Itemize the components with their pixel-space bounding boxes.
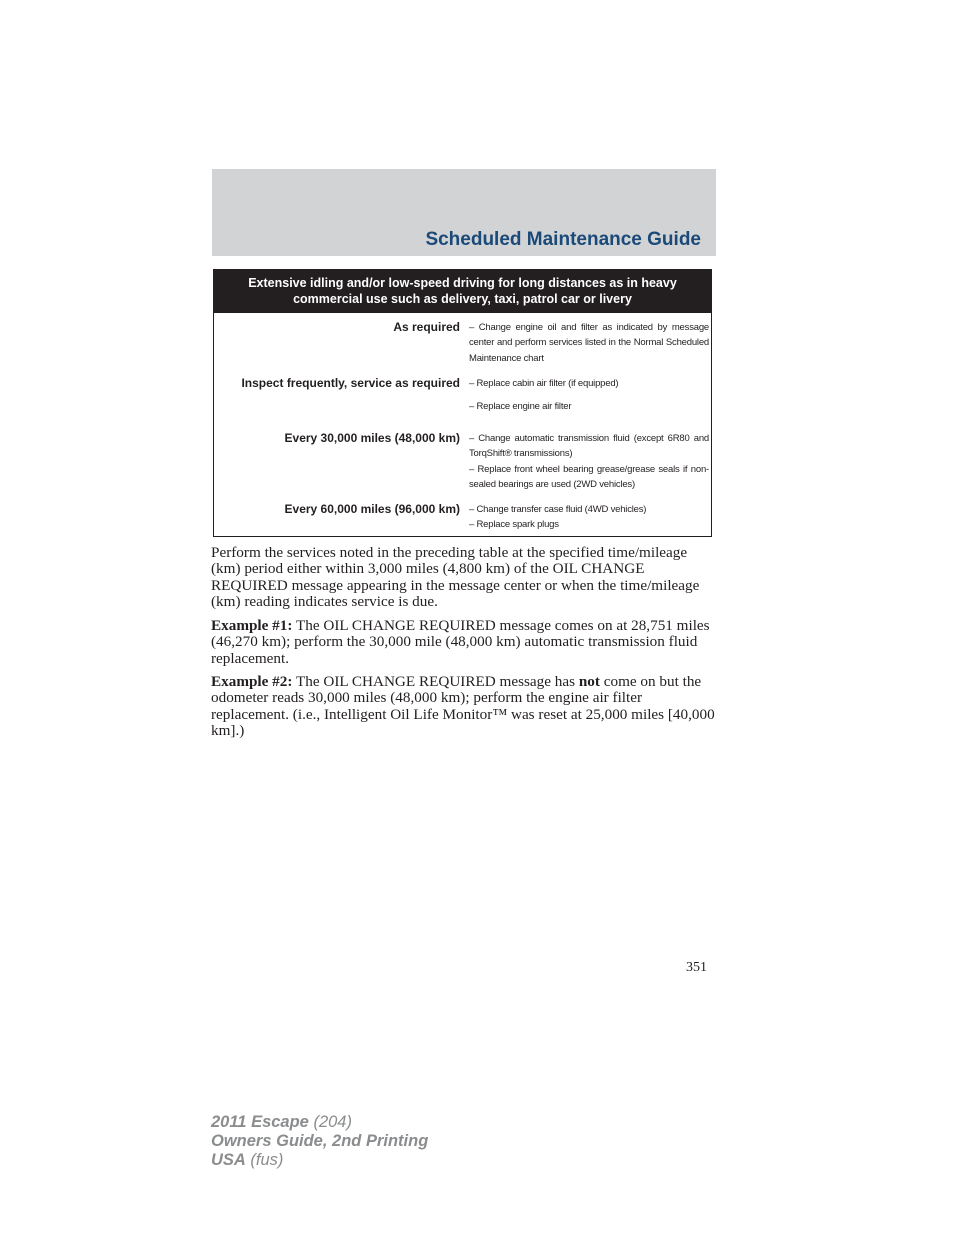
interval-label: Inspect frequently, service as required bbox=[241, 376, 460, 390]
footer-market-line bbox=[211, 1151, 428, 1170]
footer-guide: Owners Guide, 2nd Printing bbox=[211, 1132, 429, 1150]
emphasis-text: not bbox=[578, 673, 600, 690]
example-text: The OIL CHANGE REQUIRED message comes on at 28,751 miles (46,270 km); perform the 30,000 mile (48,000 km) automatic transmission fluid replacement. bbox=[211, 617, 710, 667]
example-text: The OIL CHANGE REQUIRED message has bbox=[292, 673, 579, 690]
example-paragraph bbox=[211, 618, 717, 667]
table-heading: Extensive idling and/or low-speed driving for long distances as in heavy commercial use such as delivery, taxi, patrol car or livery bbox=[214, 270, 711, 313]
interval-label: As required bbox=[393, 320, 460, 334]
section-title: Scheduled Maintenance Guide bbox=[425, 229, 701, 250]
task-item: – Replace front wheel bearing grease/grease seals if non-sealed bearings are used (2WD vehicles) bbox=[469, 463, 709, 491]
task-list bbox=[469, 431, 709, 493]
task-item: – Replace engine air filter bbox=[469, 401, 572, 413]
maintenance-table bbox=[213, 269, 712, 537]
footer-market-code: (fus) bbox=[245, 1151, 284, 1169]
page-number: 351 bbox=[686, 960, 707, 975]
interval-label: Every 30,000 miles (48,000 km) bbox=[284, 431, 460, 445]
task-item: – Replace cabin air filter (if equipped) bbox=[469, 378, 619, 389]
footer-model: 2011 Escape bbox=[211, 1113, 309, 1131]
task-item: – Change automatic transmission fluid (except 6R80 and TorqShift® transmissions) bbox=[469, 433, 709, 460]
example-text: come on but the odometer reads 30,000 miles (48,000 km); perform the engine air filter replacement. (i.e., Intelligent Oil Life Monitor™ was reset at 25,000 miles [40,000 km].) bbox=[211, 673, 715, 740]
footer-imprint bbox=[211, 1113, 428, 1170]
footer-model-line bbox=[211, 1113, 428, 1132]
example-label: Example #2: bbox=[211, 673, 293, 690]
example-paragraph bbox=[211, 674, 717, 740]
task-item: – Replace spark plugs bbox=[469, 519, 559, 531]
footer-guide-line bbox=[211, 1132, 428, 1151]
task-list bbox=[469, 502, 709, 533]
interval-label: Every 60,000 miles (96,000 km) bbox=[284, 502, 460, 516]
footer-model-code: (204) bbox=[308, 1113, 352, 1131]
example-label: Example #1: bbox=[211, 617, 293, 634]
task-list bbox=[469, 320, 709, 366]
task-item: – Change transfer case fluid (4WD vehicles) bbox=[469, 504, 647, 515]
task-item: – Change engine oil and filter as indicated by message center and perform services listed in the Normal Scheduled Maintenance chart bbox=[469, 322, 709, 364]
section-header-band bbox=[212, 169, 716, 256]
task-list bbox=[469, 376, 709, 415]
body-paragraph: Perform the services noted in the preceding table at the specified time/mileage (km) period either within 3,000 miles (4,800 km) of the OIL CHANGE REQUIRED message appearing in the message center or when the time/mileage (km) reading indicates service is due. bbox=[211, 544, 700, 611]
footer-market: USA bbox=[211, 1151, 246, 1169]
